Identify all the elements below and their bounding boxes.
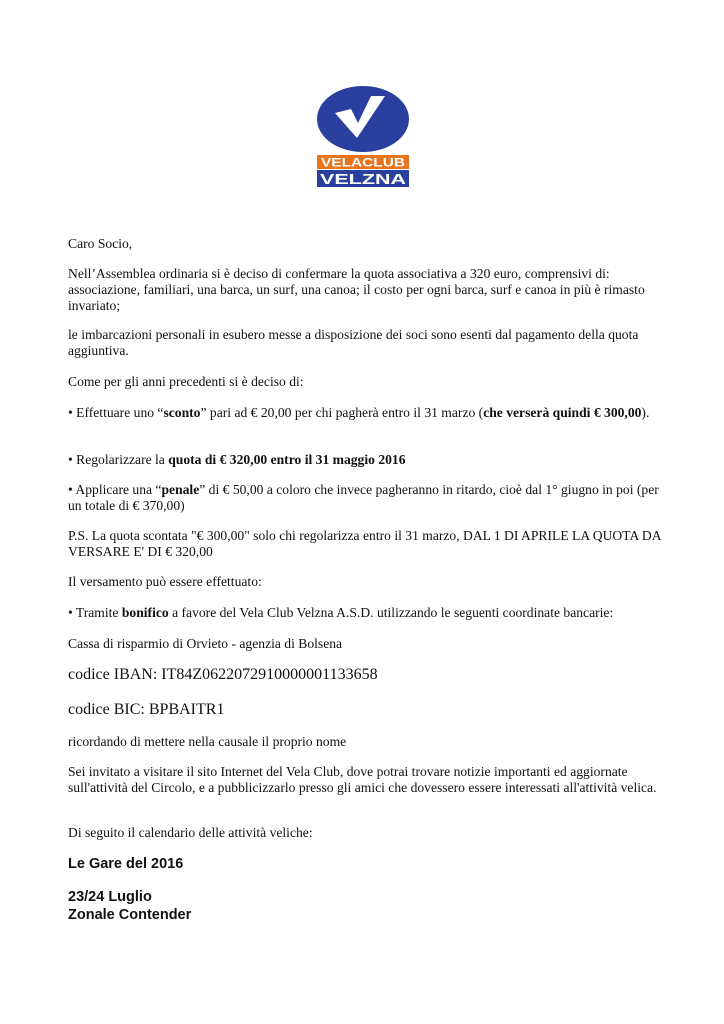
postscript: P.S. La quota scontata "€ 300,00" solo chi regolarizza entro il 31 marzo, DAL 1 DI APRILE LA QUOTA DA VERSARE E' DI € 320,00 xyxy=(68,528,661,559)
paragraph-versamento: Il versamento può essere effettuato: xyxy=(68,574,262,589)
bullet-sconto xyxy=(68,405,668,421)
paragraph-website: Sei invitato a visitare il sito Internet del Vela Club, dove potrai trovare notizie importanti ed aggiornate sull'attività del Circolo, e a pubblicizzarlo presso gli amici che dovessero essere interessati all'attività velica. xyxy=(68,764,657,795)
bullet-sconto-text-3: ). xyxy=(641,405,650,420)
paragraph-quota: Nell’Assemblea ordinaria si è deciso di confermare la quota associativa a 320 euro, comprensivi di: associazione, familiari, una barca, un surf, una canoa; il costo per ogni barca, surf e canoa in più è rimasto invariato; xyxy=(68,266,645,313)
bullet-bonifico-text-2: a favore del Vela Club Velzna A.S.D. utilizzando le seguenti coordinate bancarie: xyxy=(168,605,614,620)
bullet-regolarizzare-text: • Regolarizzare la xyxy=(68,452,169,467)
paragraph-imbarcazioni: le imbarcazioni personali in esubero messe a disposizione dei soci sono esenti dal pagamento della quota aggiuntiva. xyxy=(68,327,639,358)
bullet-bonifico-text-1: • Tramite xyxy=(68,605,122,620)
bullet-penale-text-2: ” di € 50,00 a coloro che invece pagheranno in ritardo, cioè dal 1° giugno in poi (per un totale di € 370,00) xyxy=(68,482,659,513)
greeting: Caro Socio, xyxy=(68,236,133,251)
paragraph-causale: ricordando di mettere nella causale il proprio nome xyxy=(68,734,347,749)
paragraph-calendario: Di seguito il calendario delle attività veliche: xyxy=(68,825,313,840)
iban-code: codice IBAN: IT84Z0622072910000001133658 xyxy=(68,666,378,683)
bullet-sconto-text-2: ” pari ad € 20,00 per chi pagherà entro il 31 marzo ( xyxy=(200,405,484,420)
bullet-penale-keyword: penale xyxy=(161,482,200,497)
bullet-penale xyxy=(68,482,668,514)
bullet-sconto-amount: che verserà quindi € 300,00 xyxy=(483,405,642,420)
race-date: 23/24 Luglio xyxy=(68,889,152,905)
bullet-regolarizzare xyxy=(68,452,668,468)
logo-bottom-text: VELZNA xyxy=(320,171,407,188)
bic-code: codice BIC: BPBAITR1 xyxy=(68,701,225,718)
bullet-regolarizzare-amount: quota di € 320,00 entro il 31 maggio 2016 xyxy=(168,452,406,467)
bullet-sconto-keyword: sconto xyxy=(163,405,201,420)
bullet-bonifico xyxy=(68,605,668,621)
velaclub-velzna-logo xyxy=(313,85,413,189)
logo-top-text: VELACLUB xyxy=(321,155,406,170)
bullet-bonifico-keyword: bonifico xyxy=(121,605,169,620)
races-title: Le Gare del 2016 xyxy=(68,856,184,872)
bank-name: Cassa di risparmio di Orvieto - agenzia di Bolsena xyxy=(68,636,343,651)
bullet-sconto-text-1: • Effettuare uno “ xyxy=(68,405,164,420)
race-name: Zonale Contender xyxy=(68,907,192,923)
bullet-penale-text-1: • Applicare una “ xyxy=(68,482,162,497)
paragraph-intro-decisions: Come per gli anni precedenti si è deciso di: xyxy=(68,374,304,389)
